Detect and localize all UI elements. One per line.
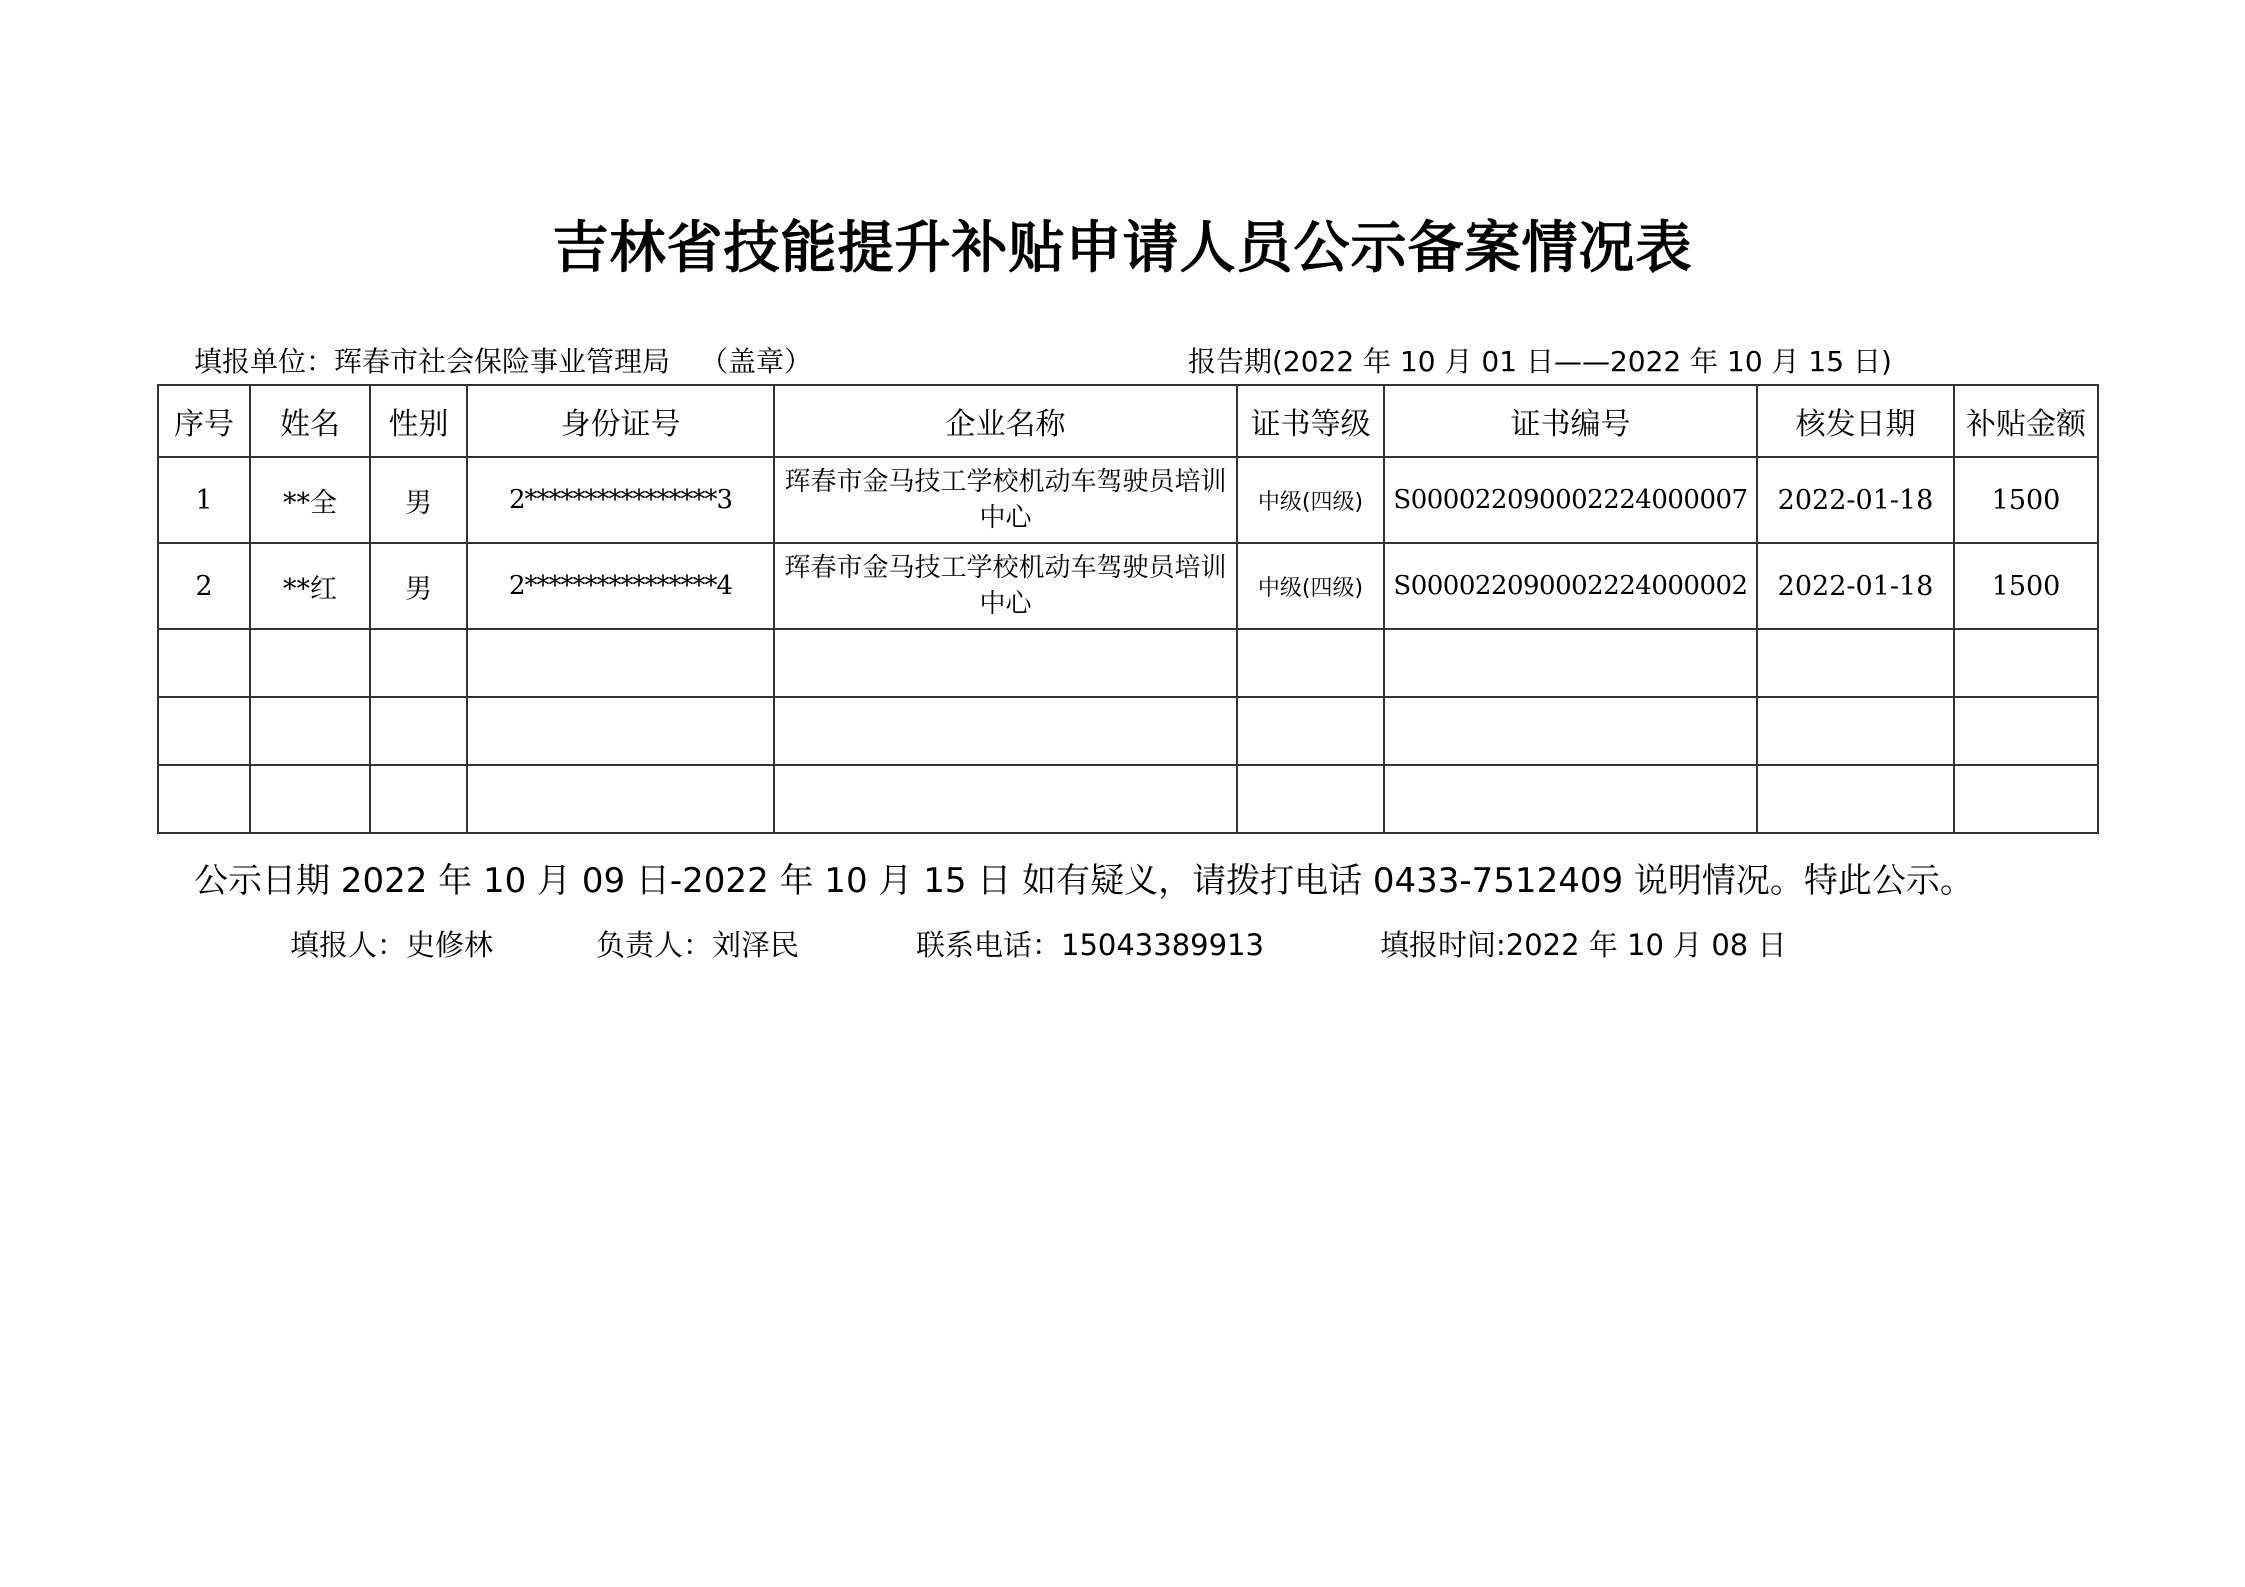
column-header-cert-no: 证书编号: [1384, 385, 1757, 457]
cell-issue-date: 2022-01-18: [1757, 457, 1954, 543]
empty-cell: [250, 765, 370, 833]
empty-cell: [774, 765, 1237, 833]
cell-id: 2****************4: [467, 543, 774, 629]
cell-level: 中级(四级): [1237, 457, 1384, 543]
empty-cell: [370, 765, 467, 833]
applicant-table: [157, 384, 2099, 834]
reporting-unit: [194, 340, 812, 384]
document-title: 吉林省技能提升补贴申请人员公示备案情况表: [552, 215, 1693, 281]
empty-cell: [1237, 697, 1384, 765]
empty-cell: [1757, 765, 1954, 833]
empty-cell: [1954, 697, 2098, 765]
cell-gender: 男: [370, 457, 467, 543]
column-header-level: 证书等级: [1237, 385, 1384, 457]
empty-cell: [370, 629, 467, 697]
empty-cell: [158, 765, 250, 833]
empty-cell: [1757, 697, 1954, 765]
cell-cert-no: S000022090002224000007: [1384, 457, 1757, 543]
empty-cell: [1384, 629, 1757, 697]
empty-cell: [158, 697, 250, 765]
empty-cell: [1954, 629, 2098, 697]
table-header-row: [158, 385, 2098, 457]
column-header-gender: 性别: [370, 385, 467, 457]
empty-table-row: [158, 697, 2098, 765]
empty-cell: [467, 697, 774, 765]
empty-cell: [774, 629, 1237, 697]
empty-cell: [158, 629, 250, 697]
reporting-unit-label: 填报单位：: [194, 345, 335, 378]
column-header-id: 身份证号: [467, 385, 774, 457]
empty-cell: [1384, 697, 1757, 765]
filler-name: 填报人：史修林: [290, 928, 494, 962]
cell-name: **全: [250, 457, 370, 543]
cell-amount: 1500: [1954, 543, 2098, 629]
empty-cell: [250, 697, 370, 765]
empty-cell: [774, 697, 1237, 765]
cell-no: 2: [158, 543, 250, 629]
empty-cell: [1757, 629, 1954, 697]
empty-cell: [1237, 765, 1384, 833]
empty-table-row: [158, 765, 2098, 833]
cell-amount: 1500: [1954, 457, 2098, 543]
column-header-amount: 补贴金额: [1954, 385, 2098, 457]
cell-company: 珲春市金马技工学校机动车驾驶员培训中心: [774, 457, 1237, 543]
empty-cell: [1954, 765, 2098, 833]
report-period: 报告期(2022 年 10 月 01 日——2022 年 10 月 15 日): [1188, 345, 1892, 378]
empty-cell: [1384, 765, 1757, 833]
empty-cell: [250, 629, 370, 697]
column-header-issue-date: 核发日期: [1757, 385, 1954, 457]
contact-phone: 联系电话：15043389913: [916, 928, 1264, 962]
publicity-notice: 公示日期 2022 年 10 月 09 日-2022 年 10 月 15 日 如有疑义，请拨打电话 0433-7512409 说明情况。特此公示。: [194, 861, 1974, 901]
column-header-name: 姓名: [250, 385, 370, 457]
empty-cell: [467, 629, 774, 697]
column-header-company: 企业名称: [774, 385, 1237, 457]
table-row: [158, 543, 2098, 629]
empty-cell: [1237, 629, 1384, 697]
empty-cell: [467, 765, 774, 833]
cell-gender: 男: [370, 543, 467, 629]
cell-issue-date: 2022-01-18: [1757, 543, 1954, 629]
cell-level: 中级(四级): [1237, 543, 1384, 629]
cell-id: 2****************3: [467, 457, 774, 543]
empty-cell: [370, 697, 467, 765]
cell-company: 珲春市金马技工学校机动车驾驶员培训中心: [774, 543, 1237, 629]
empty-table-row: [158, 629, 2098, 697]
seal-note: （盖章）: [700, 345, 813, 378]
fill-time: 填报时间:2022 年 10 月 08 日: [1380, 928, 1787, 962]
reporting-unit-name: 珲春市社会保险事业管理局: [334, 345, 671, 378]
cell-cert-no: S000022090002224000002: [1384, 543, 1757, 629]
cell-no: 1: [158, 457, 250, 543]
table-row: [158, 457, 2098, 543]
column-header-no: 序号: [158, 385, 250, 457]
responsible-person: 负责人：刘泽民: [596, 928, 800, 962]
cell-name: **红: [250, 543, 370, 629]
